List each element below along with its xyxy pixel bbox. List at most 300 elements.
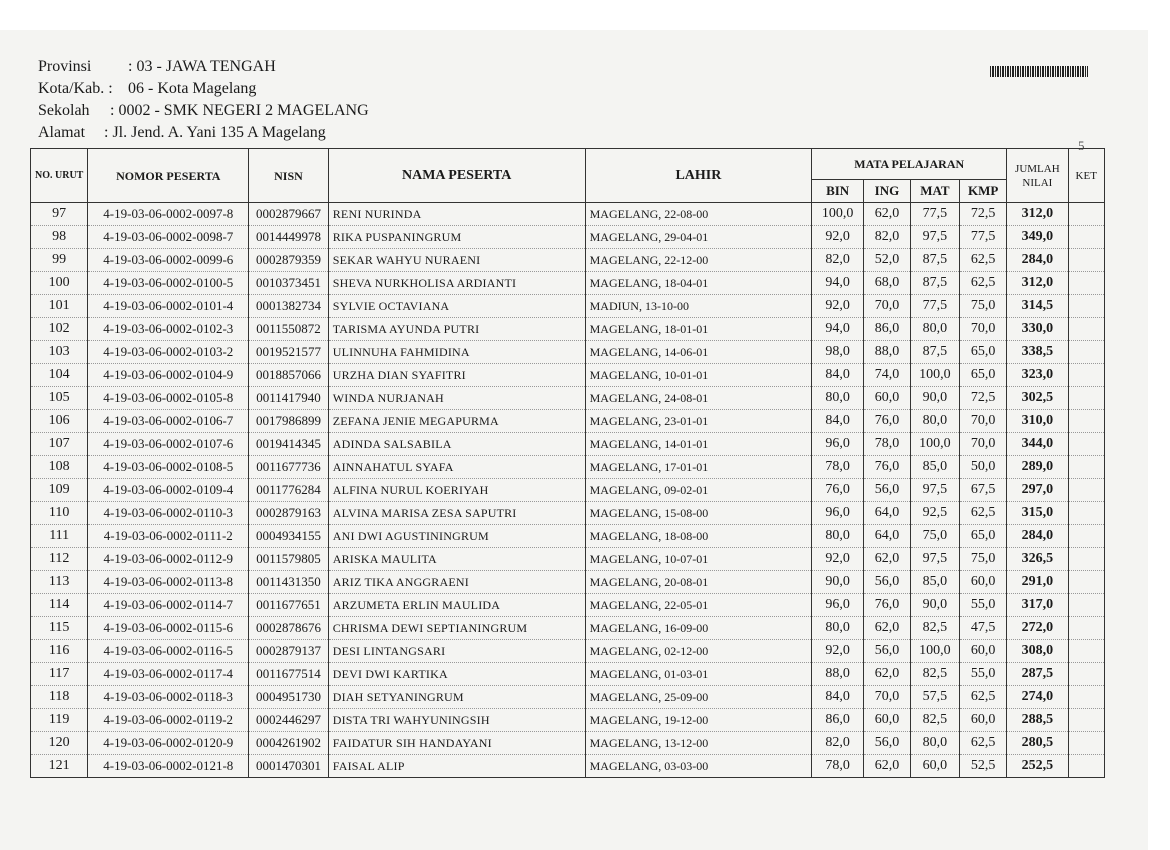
cell-ket <box>1068 203 1105 226</box>
cell-ing: 62,0 <box>864 755 911 778</box>
cell-nisn: 0004261902 <box>249 732 328 755</box>
cell-ing: 64,0 <box>864 502 911 525</box>
cell-no: 119 <box>31 709 88 732</box>
cell-nomor: 4-19-03-06-0002-0097-8 <box>88 203 249 226</box>
cell-lahir: MAGELANG, 18-01-01 <box>585 318 812 341</box>
cell-ing: 52,0 <box>864 249 911 272</box>
cell-jumlah: 272,0 <box>1007 617 1068 640</box>
cell-jumlah: 310,0 <box>1007 410 1068 433</box>
cell-no: 104 <box>31 364 88 387</box>
cell-nomor: 4-19-03-06-0002-0112-9 <box>88 548 249 571</box>
cell-lahir: MAGELANG, 29-04-01 <box>585 226 812 249</box>
cell-no: 101 <box>31 295 88 318</box>
cell-bin: 92,0 <box>812 640 864 663</box>
sekolah-label: Sekolah <box>38 102 90 119</box>
cell-bin: 88,0 <box>812 663 864 686</box>
cell-ket <box>1068 410 1105 433</box>
cell-bin: 84,0 <box>812 410 864 433</box>
cell-nama: RIKA PUSPANINGRUM <box>328 226 585 249</box>
table-row <box>31 686 1105 709</box>
cell-jumlah: 323,0 <box>1007 364 1068 387</box>
cell-kmp: 70,0 <box>960 433 1007 456</box>
cell-nisn: 0002879667 <box>249 203 328 226</box>
cell-no: 110 <box>31 502 88 525</box>
cell-no: 117 <box>31 663 88 686</box>
cell-bin: 92,0 <box>812 548 864 571</box>
cell-ket <box>1068 364 1105 387</box>
cell-kmp: 70,0 <box>960 410 1007 433</box>
cell-nisn: 0004934155 <box>249 525 328 548</box>
cell-nama: DESI LINTANGSARI <box>328 640 585 663</box>
cell-ket <box>1068 732 1105 755</box>
cell-mat: 100,0 <box>910 640 959 663</box>
cell-nomor: 4-19-03-06-0002-0102-3 <box>88 318 249 341</box>
sekolah-value: : 0002 - SMK NEGERI 2 MAGELANG <box>110 102 369 119</box>
col-bin-header: BIN <box>812 180 864 203</box>
cell-nisn: 0011417940 <box>249 387 328 410</box>
cell-ing: 82,0 <box>864 226 911 249</box>
cell-bin: 76,0 <box>812 479 864 502</box>
cell-ket <box>1068 755 1105 778</box>
col-nisn-header: NISN <box>249 149 328 203</box>
cell-nama: ARZUMETA ERLIN MAULIDA <box>328 594 585 617</box>
cell-lahir: MADIUN, 13-10-00 <box>585 295 812 318</box>
cell-bin: 96,0 <box>812 594 864 617</box>
cell-kmp: 60,0 <box>960 640 1007 663</box>
cell-bin: 78,0 <box>812 755 864 778</box>
cell-ing: 56,0 <box>864 640 911 663</box>
cell-no: 121 <box>31 755 88 778</box>
cell-lahir: MAGELANG, 18-04-01 <box>585 272 812 295</box>
cell-jumlah: 280,5 <box>1007 732 1068 755</box>
cell-nomor: 4-19-03-06-0002-0111-2 <box>88 525 249 548</box>
cell-nama: ADINDA SALSABILA <box>328 433 585 456</box>
cell-ket <box>1068 709 1105 732</box>
cell-mat: 80,0 <box>910 410 959 433</box>
cell-ing: 76,0 <box>864 594 911 617</box>
cell-lahir: MAGELANG, 09-02-01 <box>585 479 812 502</box>
cell-nisn: 0019521577 <box>249 341 328 364</box>
cell-ket <box>1068 594 1105 617</box>
cell-ket <box>1068 318 1105 341</box>
cell-nomor: 4-19-03-06-0002-0103-2 <box>88 341 249 364</box>
cell-ket <box>1068 226 1105 249</box>
cell-jumlah: 338,5 <box>1007 341 1068 364</box>
cell-bin: 94,0 <box>812 318 864 341</box>
cell-ket <box>1068 433 1105 456</box>
cell-lahir: MAGELANG, 17-01-01 <box>585 456 812 479</box>
cell-nisn: 0017986899 <box>249 410 328 433</box>
cell-mat: 87,5 <box>910 272 959 295</box>
cell-nisn: 0011550872 <box>249 318 328 341</box>
sekolah-line <box>38 100 369 122</box>
cell-jumlah: 289,0 <box>1007 456 1068 479</box>
cell-mat: 100,0 <box>910 433 959 456</box>
cell-bin: 98,0 <box>812 341 864 364</box>
cell-lahir: MAGELANG, 10-01-01 <box>585 364 812 387</box>
cell-lahir: MAGELANG, 01-03-01 <box>585 663 812 686</box>
col-nomor-header: NOMOR PESERTA <box>88 149 249 203</box>
cell-nama: DEVI DWI KARTIKA <box>328 663 585 686</box>
cell-jumlah: 288,5 <box>1007 709 1068 732</box>
col-nama-header: NAMA PESERTA <box>328 149 585 203</box>
cell-lahir: MAGELANG, 20-08-01 <box>585 571 812 594</box>
cell-nisn: 0011677651 <box>249 594 328 617</box>
cell-no: 105 <box>31 387 88 410</box>
score-table <box>30 148 1105 778</box>
cell-kmp: 62,5 <box>960 249 1007 272</box>
table-row <box>31 571 1105 594</box>
cell-bin: 78,0 <box>812 456 864 479</box>
cell-lahir: MAGELANG, 02-12-00 <box>585 640 812 663</box>
cell-lahir: MAGELANG, 25-09-00 <box>585 686 812 709</box>
cell-nomor: 4-19-03-06-0002-0108-5 <box>88 456 249 479</box>
cell-no: 113 <box>31 571 88 594</box>
cell-jumlah: 291,0 <box>1007 571 1068 594</box>
cell-mat: 85,0 <box>910 571 959 594</box>
cell-jumlah: 344,0 <box>1007 433 1068 456</box>
cell-nomor: 4-19-03-06-0002-0109-4 <box>88 479 249 502</box>
cell-nisn: 0010373451 <box>249 272 328 295</box>
cell-bin: 96,0 <box>812 502 864 525</box>
barcode-icon <box>990 66 1088 77</box>
cell-lahir: MAGELANG, 22-08-00 <box>585 203 812 226</box>
cell-jumlah: 312,0 <box>1007 203 1068 226</box>
cell-kmp: 72,5 <box>960 203 1007 226</box>
cell-ing: 62,0 <box>864 663 911 686</box>
cell-nomor: 4-19-03-06-0002-0121-8 <box>88 755 249 778</box>
cell-bin: 80,0 <box>812 525 864 548</box>
cell-bin: 96,0 <box>812 433 864 456</box>
cell-jumlah: 326,5 <box>1007 548 1068 571</box>
kota-value: 06 - Kota Magelang <box>128 80 257 97</box>
table-row <box>31 640 1105 663</box>
cell-jumlah: 317,0 <box>1007 594 1068 617</box>
cell-lahir: MAGELANG, 22-12-00 <box>585 249 812 272</box>
cell-no: 112 <box>31 548 88 571</box>
cell-ket <box>1068 272 1105 295</box>
cell-nisn: 0011579805 <box>249 548 328 571</box>
cell-nomor: 4-19-03-06-0002-0100-5 <box>88 272 249 295</box>
cell-jumlah: 302,5 <box>1007 387 1068 410</box>
cell-mat: 80,0 <box>910 732 959 755</box>
cell-nomor: 4-19-03-06-0002-0120-9 <box>88 732 249 755</box>
cell-lahir: MAGELANG, 16-09-00 <box>585 617 812 640</box>
col-jumlah-header: JUMLAH NILAI <box>1007 149 1068 203</box>
cell-ket <box>1068 640 1105 663</box>
table-row <box>31 456 1105 479</box>
cell-bin: 84,0 <box>812 686 864 709</box>
cell-nisn: 0011431350 <box>249 571 328 594</box>
cell-nomor: 4-19-03-06-0002-0118-3 <box>88 686 249 709</box>
cell-nomor: 4-19-03-06-0002-0110-3 <box>88 502 249 525</box>
cell-ing: 76,0 <box>864 410 911 433</box>
cell-nomor: 4-19-03-06-0002-0119-2 <box>88 709 249 732</box>
cell-jumlah: 312,0 <box>1007 272 1068 295</box>
cell-kmp: 77,5 <box>960 226 1007 249</box>
cell-ket <box>1068 548 1105 571</box>
alamat-label: Alamat <box>38 124 86 141</box>
cell-bin: 82,0 <box>812 249 864 272</box>
cell-jumlah: 252,5 <box>1007 755 1068 778</box>
cell-nama: RENI NURINDA <box>328 203 585 226</box>
table-row <box>31 479 1105 502</box>
page-number: 5 <box>1078 138 1085 153</box>
cell-nama: ALVINA MARISA ZESA SAPUTRI <box>328 502 585 525</box>
table-row <box>31 525 1105 548</box>
cell-nomor: 4-19-03-06-0002-0113-8 <box>88 571 249 594</box>
cell-nama: ZEFANA JENIE MEGAPURMA <box>328 410 585 433</box>
cell-ket <box>1068 295 1105 318</box>
cell-nisn: 0018857066 <box>249 364 328 387</box>
cell-mat: 75,0 <box>910 525 959 548</box>
cell-kmp: 75,0 <box>960 295 1007 318</box>
cell-kmp: 60,0 <box>960 709 1007 732</box>
table-row <box>31 548 1105 571</box>
table-row <box>31 709 1105 732</box>
cell-nisn: 0011677514 <box>249 663 328 686</box>
alamat-value: : Jl. Jend. A. Yani 135 A Magelang <box>104 124 326 141</box>
cell-no: 115 <box>31 617 88 640</box>
cell-bin: 86,0 <box>812 709 864 732</box>
cell-jumlah: 314,5 <box>1007 295 1068 318</box>
cell-nomor: 4-19-03-06-0002-0101-4 <box>88 295 249 318</box>
cell-nama: ARIZ TIKA ANGGRAENI <box>328 571 585 594</box>
cell-nomor: 4-19-03-06-0002-0116-5 <box>88 640 249 663</box>
cell-nisn: 0019414345 <box>249 433 328 456</box>
cell-mat: 82,5 <box>910 617 959 640</box>
cell-kmp: 62,5 <box>960 272 1007 295</box>
cell-kmp: 70,0 <box>960 318 1007 341</box>
kota-line <box>38 78 369 100</box>
provinsi-line <box>38 56 369 78</box>
cell-jumlah: 349,0 <box>1007 226 1068 249</box>
cell-nomor: 4-19-03-06-0002-0099-6 <box>88 249 249 272</box>
cell-nisn: 0004951730 <box>249 686 328 709</box>
cell-ing: 70,0 <box>864 686 911 709</box>
table-row <box>31 387 1105 410</box>
cell-nama: CHRISMA DEWI SEPTIANINGRUM <box>328 617 585 640</box>
table-row <box>31 663 1105 686</box>
cell-bin: 80,0 <box>812 617 864 640</box>
cell-mat: 90,0 <box>910 594 959 617</box>
cell-ing: 76,0 <box>864 456 911 479</box>
cell-ing: 56,0 <box>864 571 911 594</box>
col-mata-header: MATA PELAJARAN <box>812 149 1007 180</box>
cell-ing: 68,0 <box>864 272 911 295</box>
cell-lahir: MAGELANG, 10-07-01 <box>585 548 812 571</box>
cell-nama: FAIDATUR SIH HANDAYANI <box>328 732 585 755</box>
cell-jumlah: 308,0 <box>1007 640 1068 663</box>
cell-no: 98 <box>31 226 88 249</box>
cell-lahir: MAGELANG, 03-03-00 <box>585 755 812 778</box>
col-mat-header: MAT <box>910 180 959 203</box>
cell-nama: SEKAR WAHYU NURAENI <box>328 249 585 272</box>
cell-kmp: 72,5 <box>960 387 1007 410</box>
cell-ing: 86,0 <box>864 318 911 341</box>
table-row <box>31 502 1105 525</box>
cell-no: 103 <box>31 341 88 364</box>
cell-no: 107 <box>31 433 88 456</box>
cell-kmp: 62,5 <box>960 686 1007 709</box>
cell-mat: 87,5 <box>910 341 959 364</box>
cell-kmp: 65,0 <box>960 364 1007 387</box>
cell-ket <box>1068 525 1105 548</box>
cell-nisn: 0001470301 <box>249 755 328 778</box>
table-row <box>31 410 1105 433</box>
cell-nama: ANI DWI AGUSTININGRUM <box>328 525 585 548</box>
col-ing-header: ING <box>864 180 911 203</box>
cell-ing: 62,0 <box>864 617 911 640</box>
cell-bin: 100,0 <box>812 203 864 226</box>
col-kmp-header: KMP <box>960 180 1007 203</box>
col-lahir-header: LAHIR <box>585 149 812 203</box>
table-row <box>31 364 1105 387</box>
cell-nisn: 0011677736 <box>249 456 328 479</box>
cell-nama: SHEVA NURKHOLISA ARDIANTI <box>328 272 585 295</box>
table-row <box>31 272 1105 295</box>
cell-bin: 90,0 <box>812 571 864 594</box>
cell-nisn: 0011776284 <box>249 479 328 502</box>
cell-kmp: 62,5 <box>960 732 1007 755</box>
cell-nisn: 0002879163 <box>249 502 328 525</box>
cell-nisn: 0002879137 <box>249 640 328 663</box>
cell-bin: 80,0 <box>812 387 864 410</box>
cell-kmp: 55,0 <box>960 594 1007 617</box>
cell-nisn: 0001382734 <box>249 295 328 318</box>
cell-ket <box>1068 571 1105 594</box>
cell-no: 100 <box>31 272 88 295</box>
cell-jumlah: 284,0 <box>1007 249 1068 272</box>
cell-nomor: 4-19-03-06-0002-0115-6 <box>88 617 249 640</box>
cell-kmp: 65,0 <box>960 525 1007 548</box>
cell-nama: FAISAL ALIP <box>328 755 585 778</box>
provinsi-value: : 03 - JAWA TENGAH <box>128 58 276 75</box>
cell-nama: SYLVIE OCTAVIANA <box>328 295 585 318</box>
cell-ket <box>1068 663 1105 686</box>
table-row <box>31 203 1105 226</box>
cell-lahir: MAGELANG, 13-12-00 <box>585 732 812 755</box>
cell-nomor: 4-19-03-06-0002-0114-7 <box>88 594 249 617</box>
cell-lahir: MAGELANG, 22-05-01 <box>585 594 812 617</box>
cell-no: 99 <box>31 249 88 272</box>
cell-ing: 60,0 <box>864 387 911 410</box>
cell-lahir: MAGELANG, 15-08-00 <box>585 502 812 525</box>
cell-bin: 92,0 <box>812 226 864 249</box>
col-no-header: NO. URUT <box>31 149 88 203</box>
cell-nama: ULINNUHA FAHMIDINA <box>328 341 585 364</box>
cell-mat: 77,5 <box>910 295 959 318</box>
cell-nomor: 4-19-03-06-0002-0117-4 <box>88 663 249 686</box>
cell-ing: 64,0 <box>864 525 911 548</box>
cell-nama: AINNAHATUL SYAFA <box>328 456 585 479</box>
cell-nomor: 4-19-03-06-0002-0106-7 <box>88 410 249 433</box>
cell-no: 97 <box>31 203 88 226</box>
cell-ket <box>1068 249 1105 272</box>
cell-lahir: MAGELANG, 18-08-00 <box>585 525 812 548</box>
cell-mat: 80,0 <box>910 318 959 341</box>
cell-lahir: MAGELANG, 19-12-00 <box>585 709 812 732</box>
cell-nama: DISTA TRI WAHYUNINGSIH <box>328 709 585 732</box>
cell-mat: 92,5 <box>910 502 959 525</box>
cell-kmp: 65,0 <box>960 341 1007 364</box>
cell-mat: 82,5 <box>910 709 959 732</box>
cell-no: 118 <box>31 686 88 709</box>
document-header <box>38 56 369 144</box>
cell-ket <box>1068 479 1105 502</box>
cell-mat: 85,0 <box>910 456 959 479</box>
cell-lahir: MAGELANG, 14-01-01 <box>585 433 812 456</box>
cell-jumlah: 297,0 <box>1007 479 1068 502</box>
cell-mat: 100,0 <box>910 364 959 387</box>
cell-no: 116 <box>31 640 88 663</box>
cell-nisn: 0002878676 <box>249 617 328 640</box>
cell-ing: 56,0 <box>864 732 911 755</box>
cell-bin: 92,0 <box>812 295 864 318</box>
cell-no: 108 <box>31 456 88 479</box>
cell-kmp: 67,5 <box>960 479 1007 502</box>
cell-nisn: 0002879359 <box>249 249 328 272</box>
cell-bin: 94,0 <box>812 272 864 295</box>
cell-mat: 82,5 <box>910 663 959 686</box>
cell-mat: 97,5 <box>910 548 959 571</box>
table-row <box>31 594 1105 617</box>
cell-mat: 90,0 <box>910 387 959 410</box>
cell-nama: TARISMA AYUNDA PUTRI <box>328 318 585 341</box>
table-row <box>31 755 1105 778</box>
cell-jumlah: 315,0 <box>1007 502 1068 525</box>
cell-nama: WINDA NURJANAH <box>328 387 585 410</box>
cell-no: 109 <box>31 479 88 502</box>
provinsi-label: Provinsi <box>38 58 92 75</box>
cell-no: 120 <box>31 732 88 755</box>
cell-jumlah: 284,0 <box>1007 525 1068 548</box>
cell-nomor: 4-19-03-06-0002-0107-6 <box>88 433 249 456</box>
cell-mat: 97,5 <box>910 226 959 249</box>
cell-nomor: 4-19-03-06-0002-0105-8 <box>88 387 249 410</box>
cell-kmp: 47,5 <box>960 617 1007 640</box>
cell-nisn: 0014449978 <box>249 226 328 249</box>
cell-nisn: 0002446297 <box>249 709 328 732</box>
cell-no: 114 <box>31 594 88 617</box>
cell-lahir: MAGELANG, 23-01-01 <box>585 410 812 433</box>
cell-kmp: 55,0 <box>960 663 1007 686</box>
cell-ket <box>1068 686 1105 709</box>
cell-bin: 84,0 <box>812 364 864 387</box>
cell-mat: 60,0 <box>910 755 959 778</box>
cell-mat: 57,5 <box>910 686 959 709</box>
cell-kmp: 75,0 <box>960 548 1007 571</box>
alamat-line <box>38 122 369 144</box>
cell-ket <box>1068 502 1105 525</box>
cell-kmp: 52,5 <box>960 755 1007 778</box>
cell-ing: 62,0 <box>864 203 911 226</box>
cell-ing: 56,0 <box>864 479 911 502</box>
table-row <box>31 433 1105 456</box>
table-row <box>31 226 1105 249</box>
cell-mat: 87,5 <box>910 249 959 272</box>
cell-kmp: 62,5 <box>960 502 1007 525</box>
cell-lahir: MAGELANG, 14-06-01 <box>585 341 812 364</box>
cell-ing: 62,0 <box>864 548 911 571</box>
cell-nama: ALFINA NURUL KOERIYAH <box>328 479 585 502</box>
cell-nama: ARISKA MAULITA <box>328 548 585 571</box>
cell-mat: 97,5 <box>910 479 959 502</box>
cell-ing: 78,0 <box>864 433 911 456</box>
cell-kmp: 50,0 <box>960 456 1007 479</box>
cell-ing: 88,0 <box>864 341 911 364</box>
cell-ing: 70,0 <box>864 295 911 318</box>
